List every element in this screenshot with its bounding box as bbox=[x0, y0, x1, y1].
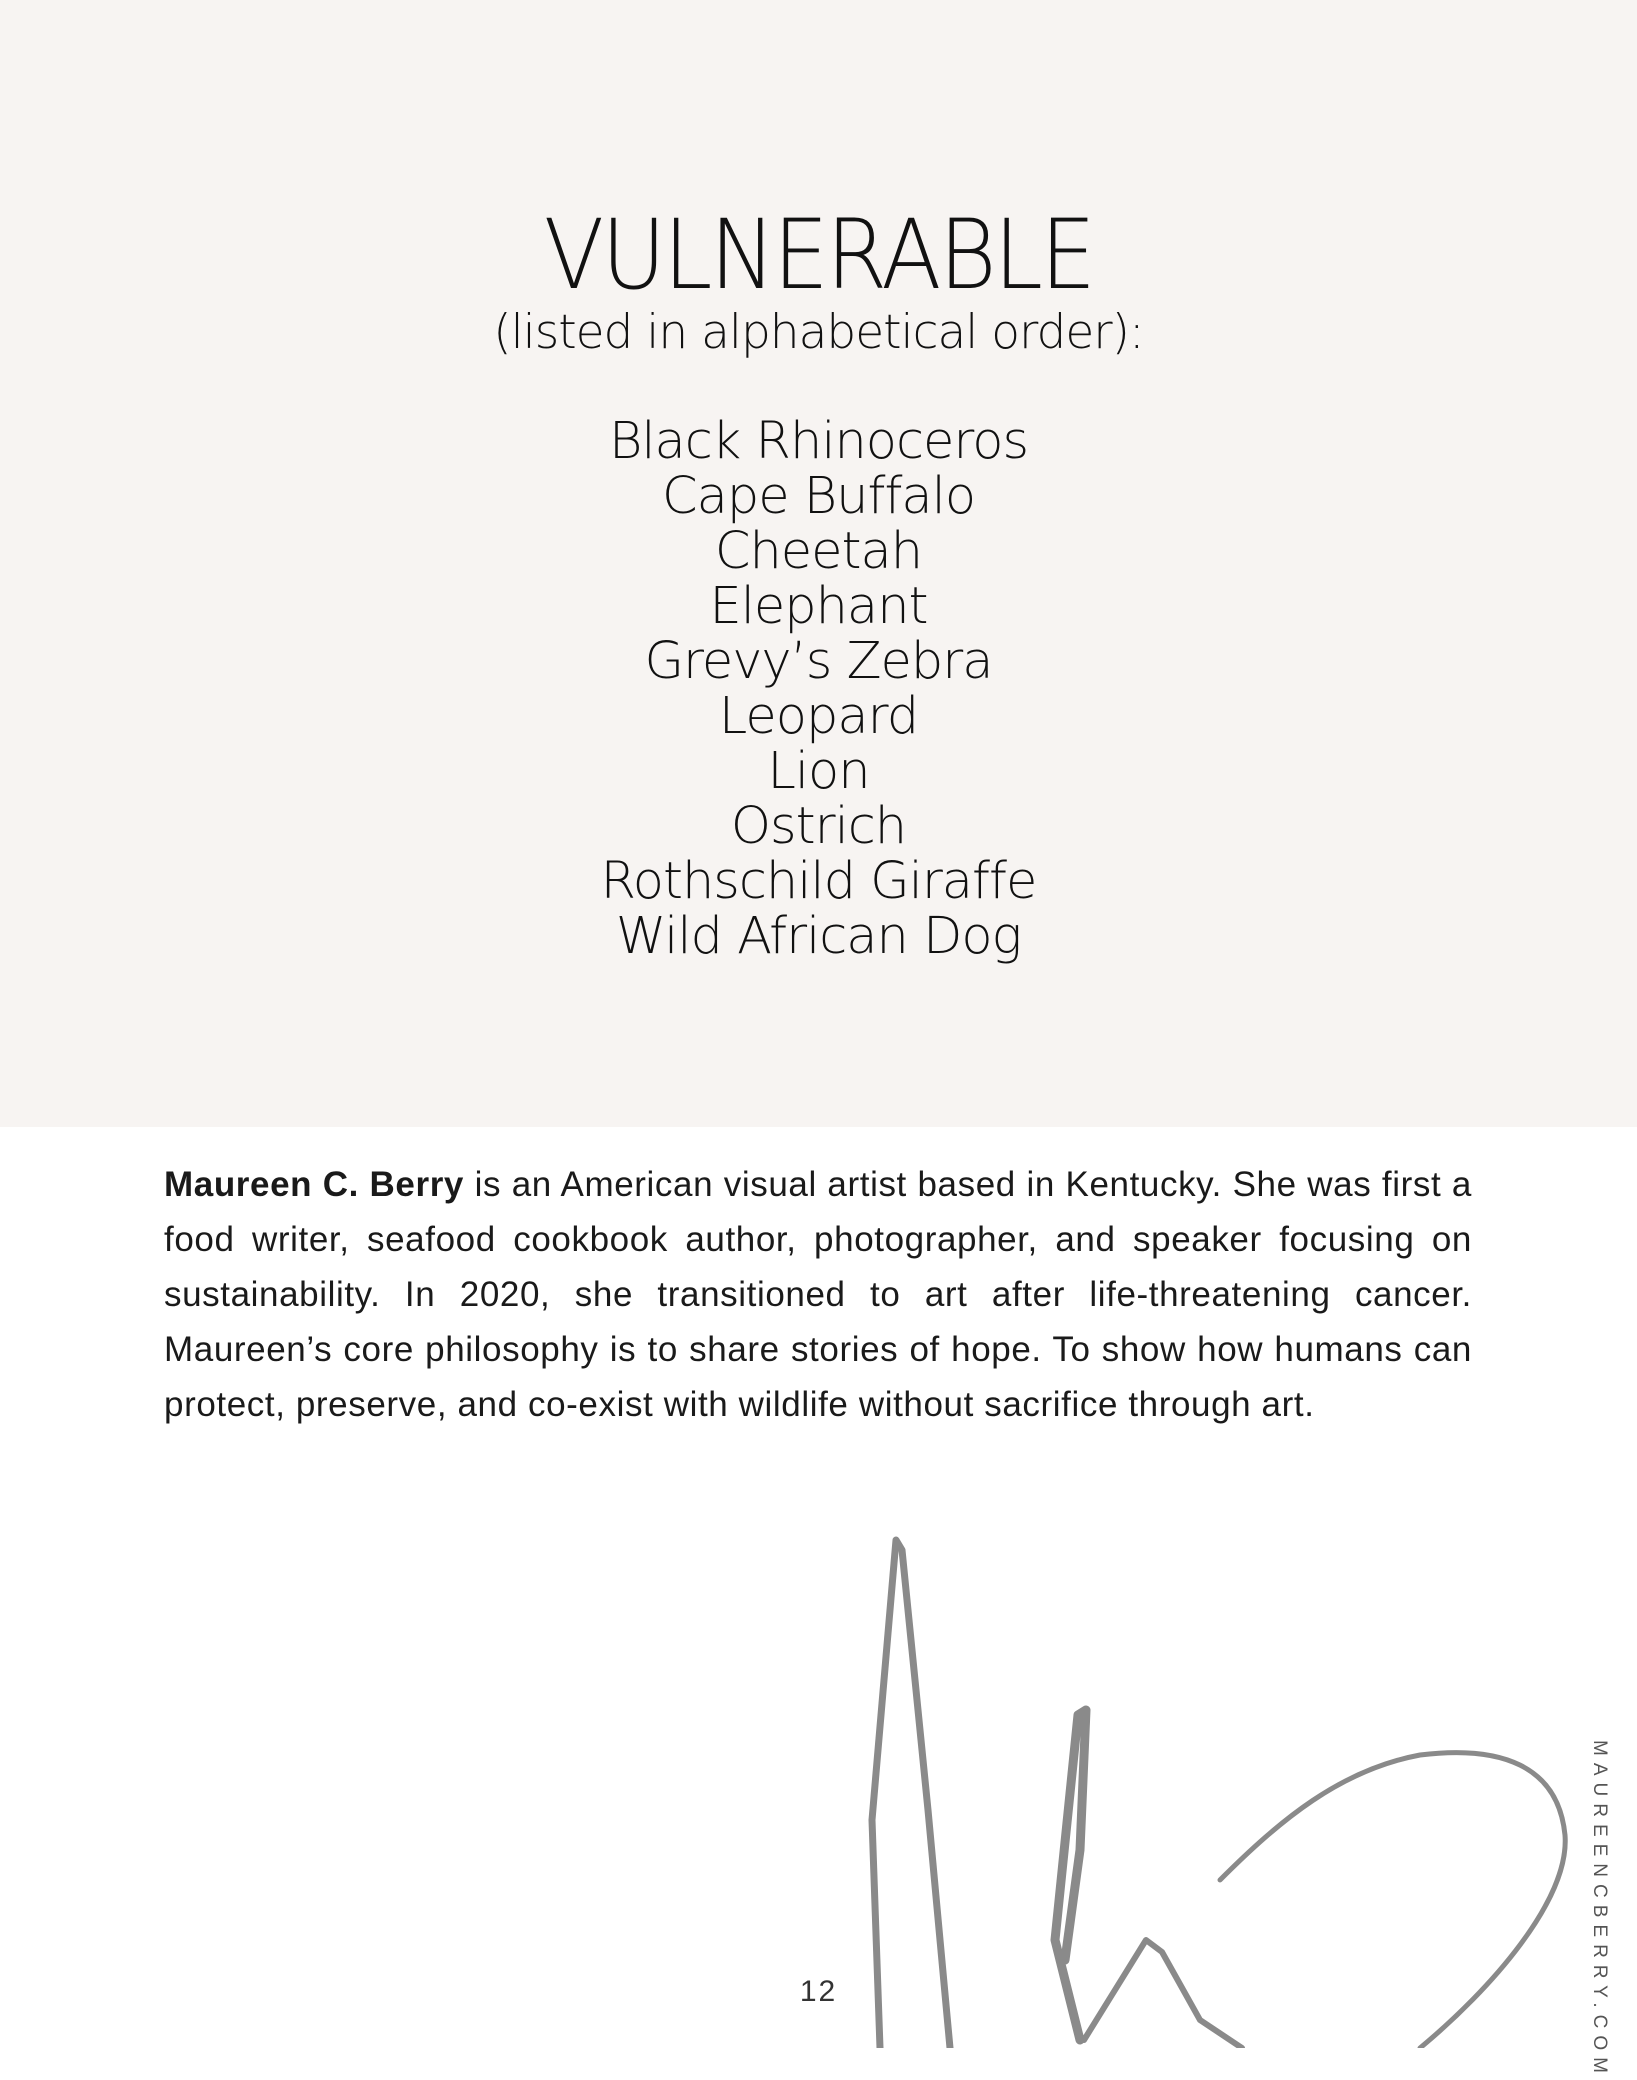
bio-text: is an American visual artist based in Kentucky. She was first a food writer, seafood cookbook author, photographer, and speaker focusing on sustainability. In 2020, she transitioned to art after life-threatening cancer. Maureen’s core philosophy is to share stories of hope. To show how humans can protect, preserve, and co-exist with wildlife without sacrifice through art. bbox=[164, 1165, 1472, 1424]
animal-list bbox=[0, 414, 1637, 964]
list-item: Grevy’s Zebra bbox=[644, 632, 993, 691]
artist-bio bbox=[164, 1157, 1472, 1432]
page-number: 12 bbox=[799, 1975, 838, 2008]
signature-stroke-spike bbox=[872, 1540, 950, 2048]
website-url[interactable]: MAUREENCBERRY.COM bbox=[1589, 1740, 1610, 2080]
list-item: Black Rhinoceros bbox=[608, 412, 1029, 471]
list-item: Elephant bbox=[709, 577, 928, 636]
list-item: Ostrich bbox=[730, 797, 907, 856]
list-item: Lion bbox=[767, 742, 870, 801]
page-title: VULNERABLE bbox=[543, 199, 1094, 311]
list-item: Leopard bbox=[718, 687, 919, 746]
list-item: Cheetah bbox=[714, 522, 923, 581]
page-subtitle: (listed in alphabetical order): bbox=[493, 305, 1144, 360]
signature-logo bbox=[850, 1520, 1610, 2048]
list-item: Wild African Dog bbox=[615, 907, 1022, 966]
list-item: Rothschild Giraffe bbox=[600, 852, 1037, 911]
artist-name: Maureen C. Berry bbox=[164, 1165, 464, 1204]
list-item: Cape Buffalo bbox=[661, 467, 976, 526]
